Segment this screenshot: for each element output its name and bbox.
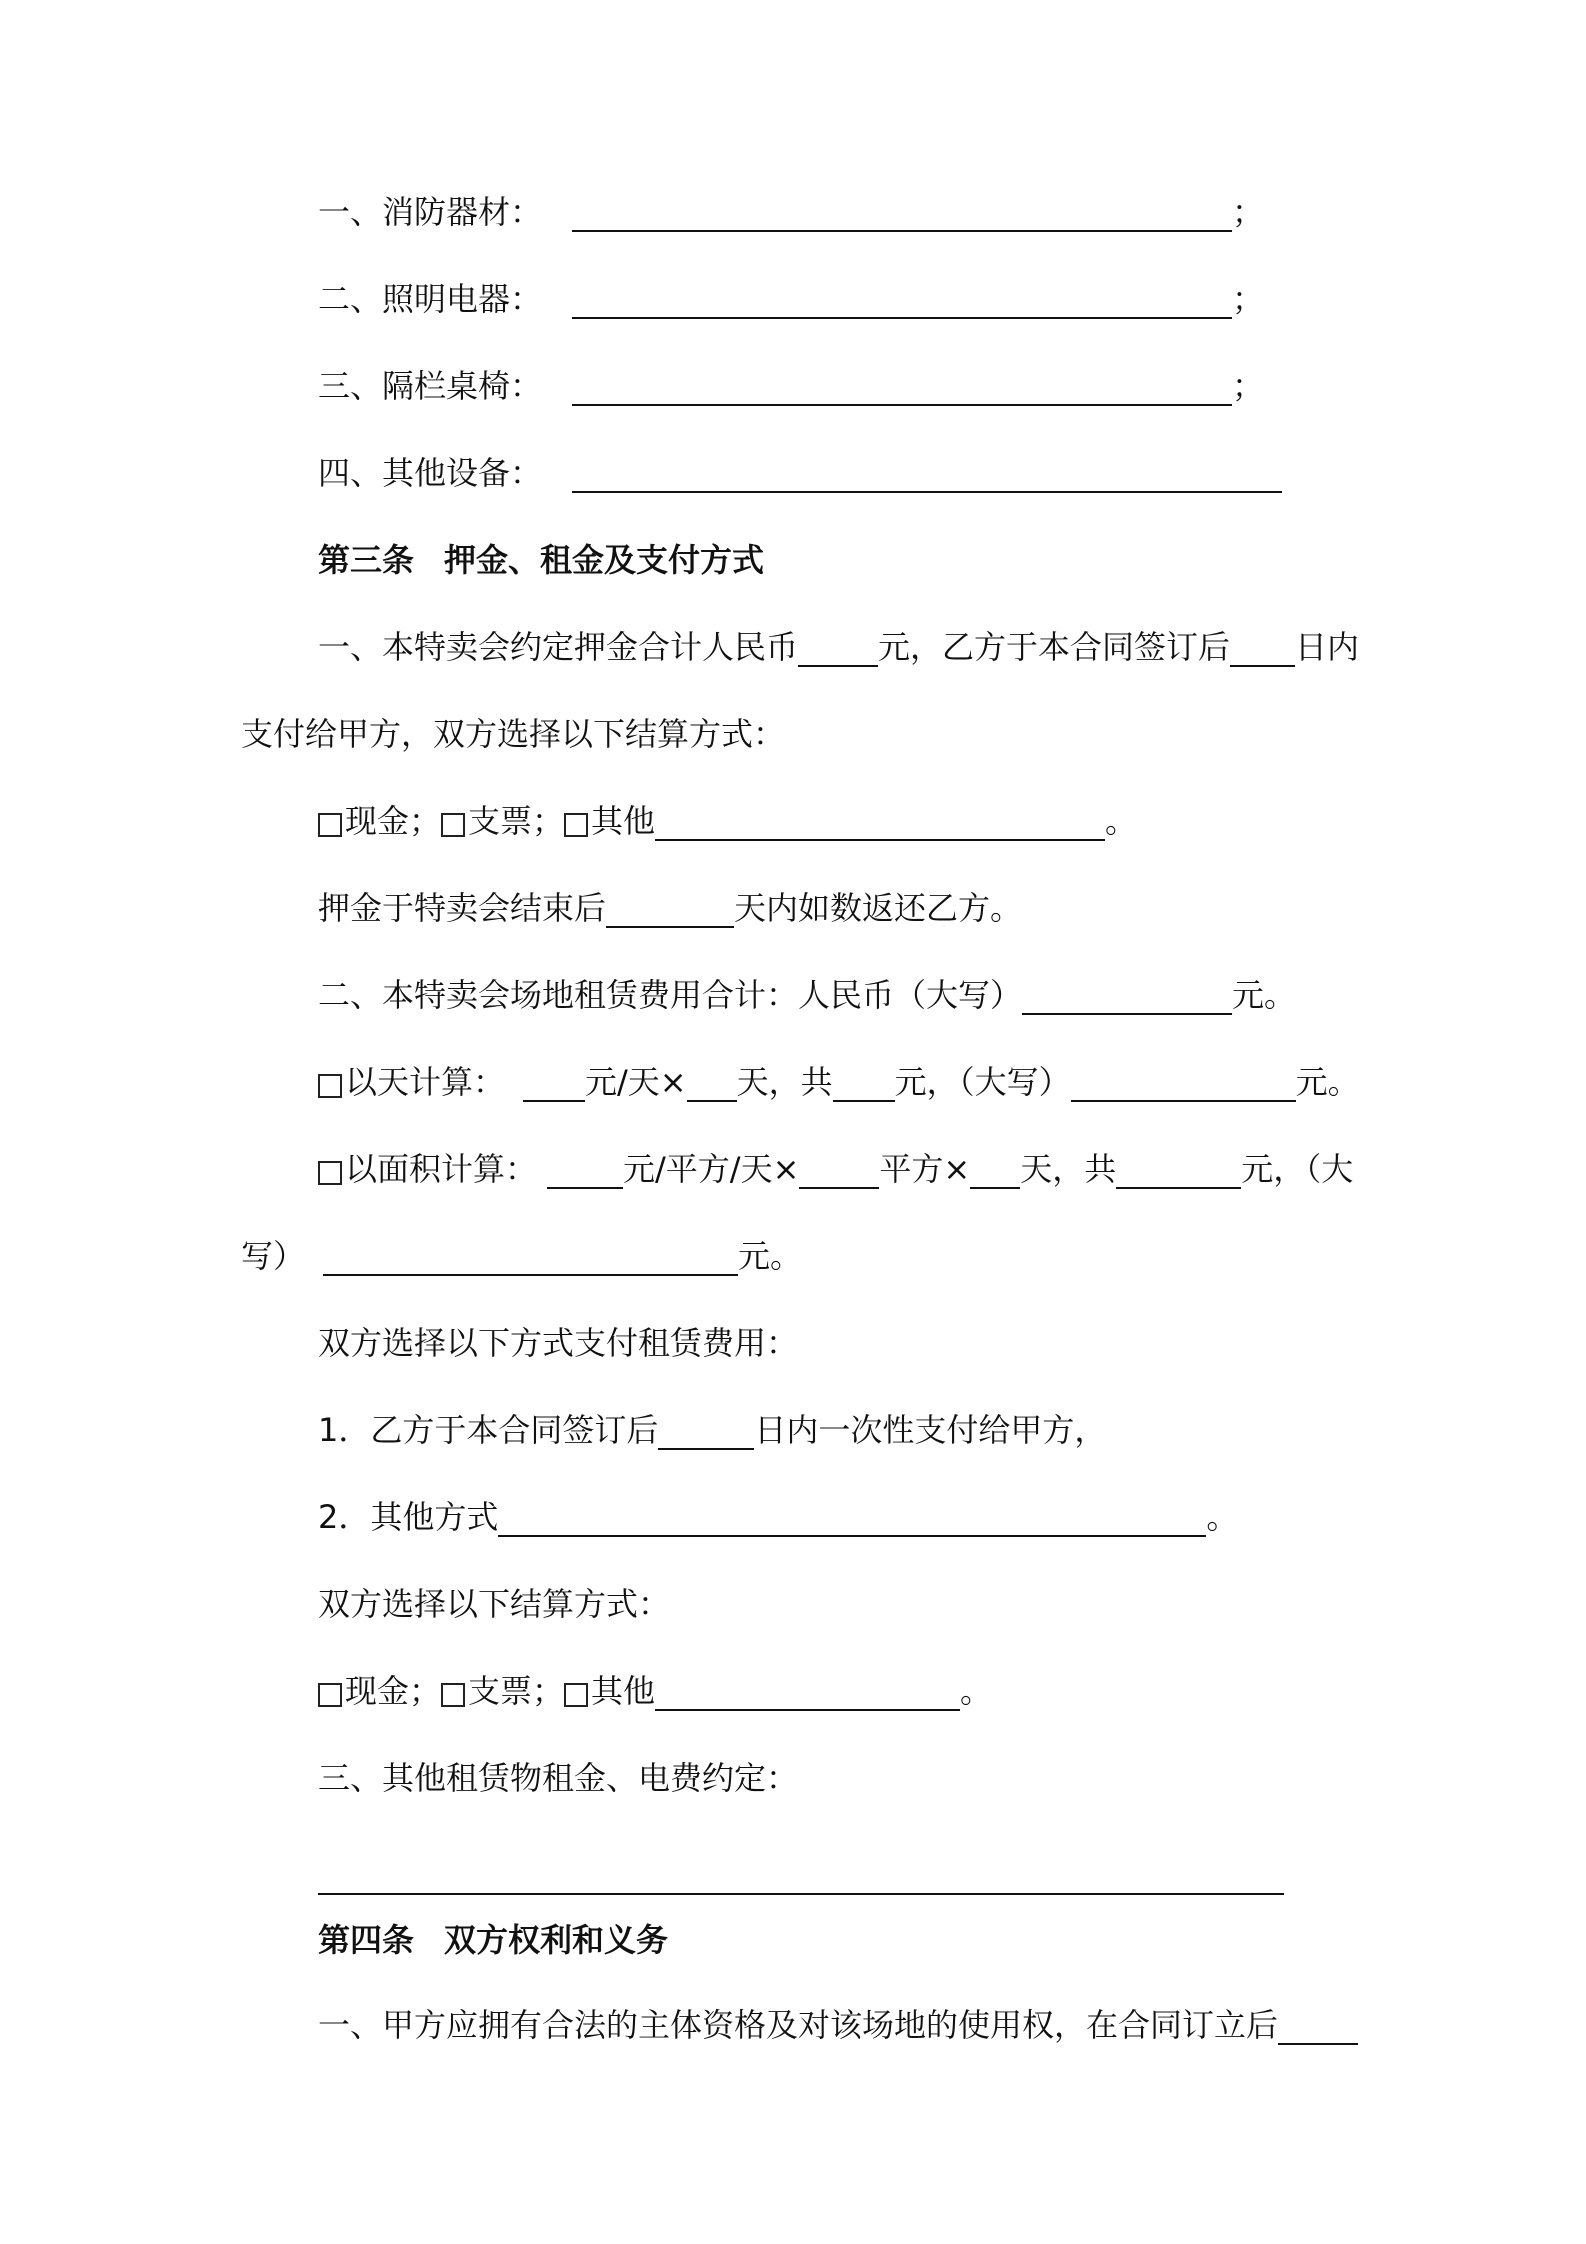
checkbox-cash[interactable]	[318, 1683, 342, 1707]
unit-text: 元/平方/天×	[623, 1150, 800, 1188]
deposit-text: 日内	[1295, 628, 1360, 666]
unit-text: 天，共	[1020, 1150, 1117, 1188]
option-label: 现金；	[345, 802, 442, 840]
period: 。	[1206, 1498, 1239, 1536]
unit-text: 写）	[241, 1237, 306, 1275]
deposit-payment-options	[318, 801, 1137, 841]
article-number: 第三条	[318, 541, 415, 579]
article-title: 双方权利和义务	[444, 1921, 669, 1959]
checkbox-check[interactable]	[441, 1683, 465, 1707]
method-text: 日内一次性支付给甲方，	[754, 1411, 1107, 1449]
daxie-blank[interactable]	[1071, 1062, 1296, 1102]
rent-method-title	[318, 1323, 798, 1363]
article-number: 第四条	[318, 1921, 415, 1959]
unit-text: 天，共	[736, 1063, 833, 1101]
yuan-text: 元。	[1295, 1063, 1360, 1101]
option-label: 支票；	[468, 1672, 565, 1710]
period: 。	[1105, 802, 1138, 840]
article3-heading	[318, 540, 764, 580]
equipment-label: 三、隔栏桌椅：	[318, 367, 543, 405]
equipment-item-other	[318, 453, 1282, 493]
days-blank[interactable]	[687, 1062, 737, 1102]
rent-by-area	[318, 1149, 1353, 1189]
equipment-label: 四、其他设备：	[318, 454, 543, 492]
blank-line[interactable]	[572, 279, 1232, 319]
equipment-label: 一、消防器材：	[318, 193, 543, 231]
rent-method-2	[318, 1497, 1238, 1537]
method-title-text: 双方选择以下方式支付租赁费用：	[318, 1324, 799, 1362]
unit-text: 元/天×	[585, 1063, 687, 1101]
blank-line[interactable]	[572, 192, 1232, 232]
other-method-blank[interactable]	[655, 801, 1105, 841]
settle-title-text: 双方选择以下结算方式：	[318, 1585, 671, 1623]
period: 。	[960, 1672, 993, 1710]
equipment-item-lighting	[318, 279, 1264, 319]
article4-heading	[318, 1920, 668, 1960]
unit-text: 平方×	[879, 1150, 971, 1188]
deposit-return	[318, 888, 1022, 928]
checkbox-check[interactable]	[441, 813, 465, 837]
daxie-blank[interactable]	[323, 1236, 738, 1276]
rent-payment-options	[318, 1671, 992, 1711]
rent-method-1	[318, 1410, 1106, 1450]
other-method-blank[interactable]	[655, 1671, 960, 1711]
other-fees-blank-line[interactable]	[318, 1893, 1284, 1895]
total-blank[interactable]	[833, 1062, 895, 1102]
option-label: 现金；	[345, 1672, 442, 1710]
other-fees-text: 三、其他租赁物租金、电费约定：	[318, 1759, 799, 1797]
deposit-text: 一、本特卖会约定押金合计人民币	[318, 628, 799, 666]
deposit-return-text: 天内如数返还乙方。	[734, 889, 1023, 927]
area-rate-blank[interactable]	[547, 1149, 623, 1189]
rent-by-area-label: 以面积计算：	[345, 1150, 538, 1188]
deposit-days-blank[interactable]	[1230, 627, 1295, 667]
yuan-text: 元。	[738, 1237, 803, 1275]
rent-by-area-cont	[241, 1236, 802, 1276]
blank-line[interactable]	[572, 366, 1232, 406]
checkbox-cash[interactable]	[318, 813, 342, 837]
rent-total-blank[interactable]	[1022, 975, 1232, 1015]
article4-text: 一、甲方应拥有合法的主体资格及对该场地的使用权，在合同订立后	[318, 2006, 1279, 2044]
yuan-text: 元。	[1232, 976, 1297, 1014]
semicolon: ；	[1232, 367, 1265, 405]
deposit-paragraph-line1	[318, 627, 1359, 667]
deposit-return-text: 押金于特卖会结束后	[318, 889, 607, 927]
rent-by-day	[318, 1062, 1360, 1102]
semicolon: ；	[1232, 193, 1265, 231]
deposit-text: 支付给甲方，双方选择以下结算方式：	[241, 715, 786, 753]
unit-text: 元，（大写）	[894, 1063, 1071, 1101]
checkbox-by-area[interactable]	[318, 1161, 342, 1185]
option-label: 支票；	[468, 802, 565, 840]
article4-para1	[318, 2005, 1358, 2045]
rent-total-text: 二、本特卖会场地租赁费用合计：人民币（大写）	[318, 976, 1023, 1014]
rent-total	[318, 975, 1296, 1015]
equipment-item-furniture	[318, 366, 1264, 406]
semicolon: ；	[1232, 280, 1265, 318]
option-label: 其他	[591, 1672, 656, 1710]
option-label: 其他	[591, 802, 656, 840]
method2-blank[interactable]	[498, 1497, 1206, 1537]
checkbox-by-day[interactable]	[318, 1074, 342, 1098]
checkbox-other[interactable]	[564, 813, 588, 837]
daily-rate-blank[interactable]	[523, 1062, 585, 1102]
days-blank[interactable]	[1278, 2005, 1358, 2045]
deposit-text: 元，乙方于本合同签订后	[878, 628, 1231, 666]
area-blank[interactable]	[799, 1149, 879, 1189]
method-text: 2．其他方式	[318, 1498, 499, 1536]
deposit-amount-blank[interactable]	[798, 627, 878, 667]
rent-settle-title	[318, 1584, 670, 1624]
equipment-label: 二、照明电器：	[318, 280, 543, 318]
unit-text: 元，（大	[1241, 1150, 1354, 1188]
equipment-item-fire	[318, 192, 1264, 232]
article-title: 押金、租金及支付方式	[444, 541, 765, 579]
checkbox-other[interactable]	[564, 1683, 588, 1707]
blank-line[interactable]	[572, 453, 1282, 493]
total-blank[interactable]	[1116, 1149, 1241, 1189]
return-days-blank[interactable]	[606, 888, 734, 928]
method-text: 1．乙方于本合同签订后	[318, 1411, 659, 1449]
other-fees	[318, 1758, 798, 1798]
days-blank[interactable]	[970, 1149, 1020, 1189]
rent-by-day-label: 以天计算：	[345, 1063, 506, 1101]
method1-days-blank[interactable]	[658, 1410, 754, 1450]
deposit-paragraph-line2	[241, 714, 785, 754]
